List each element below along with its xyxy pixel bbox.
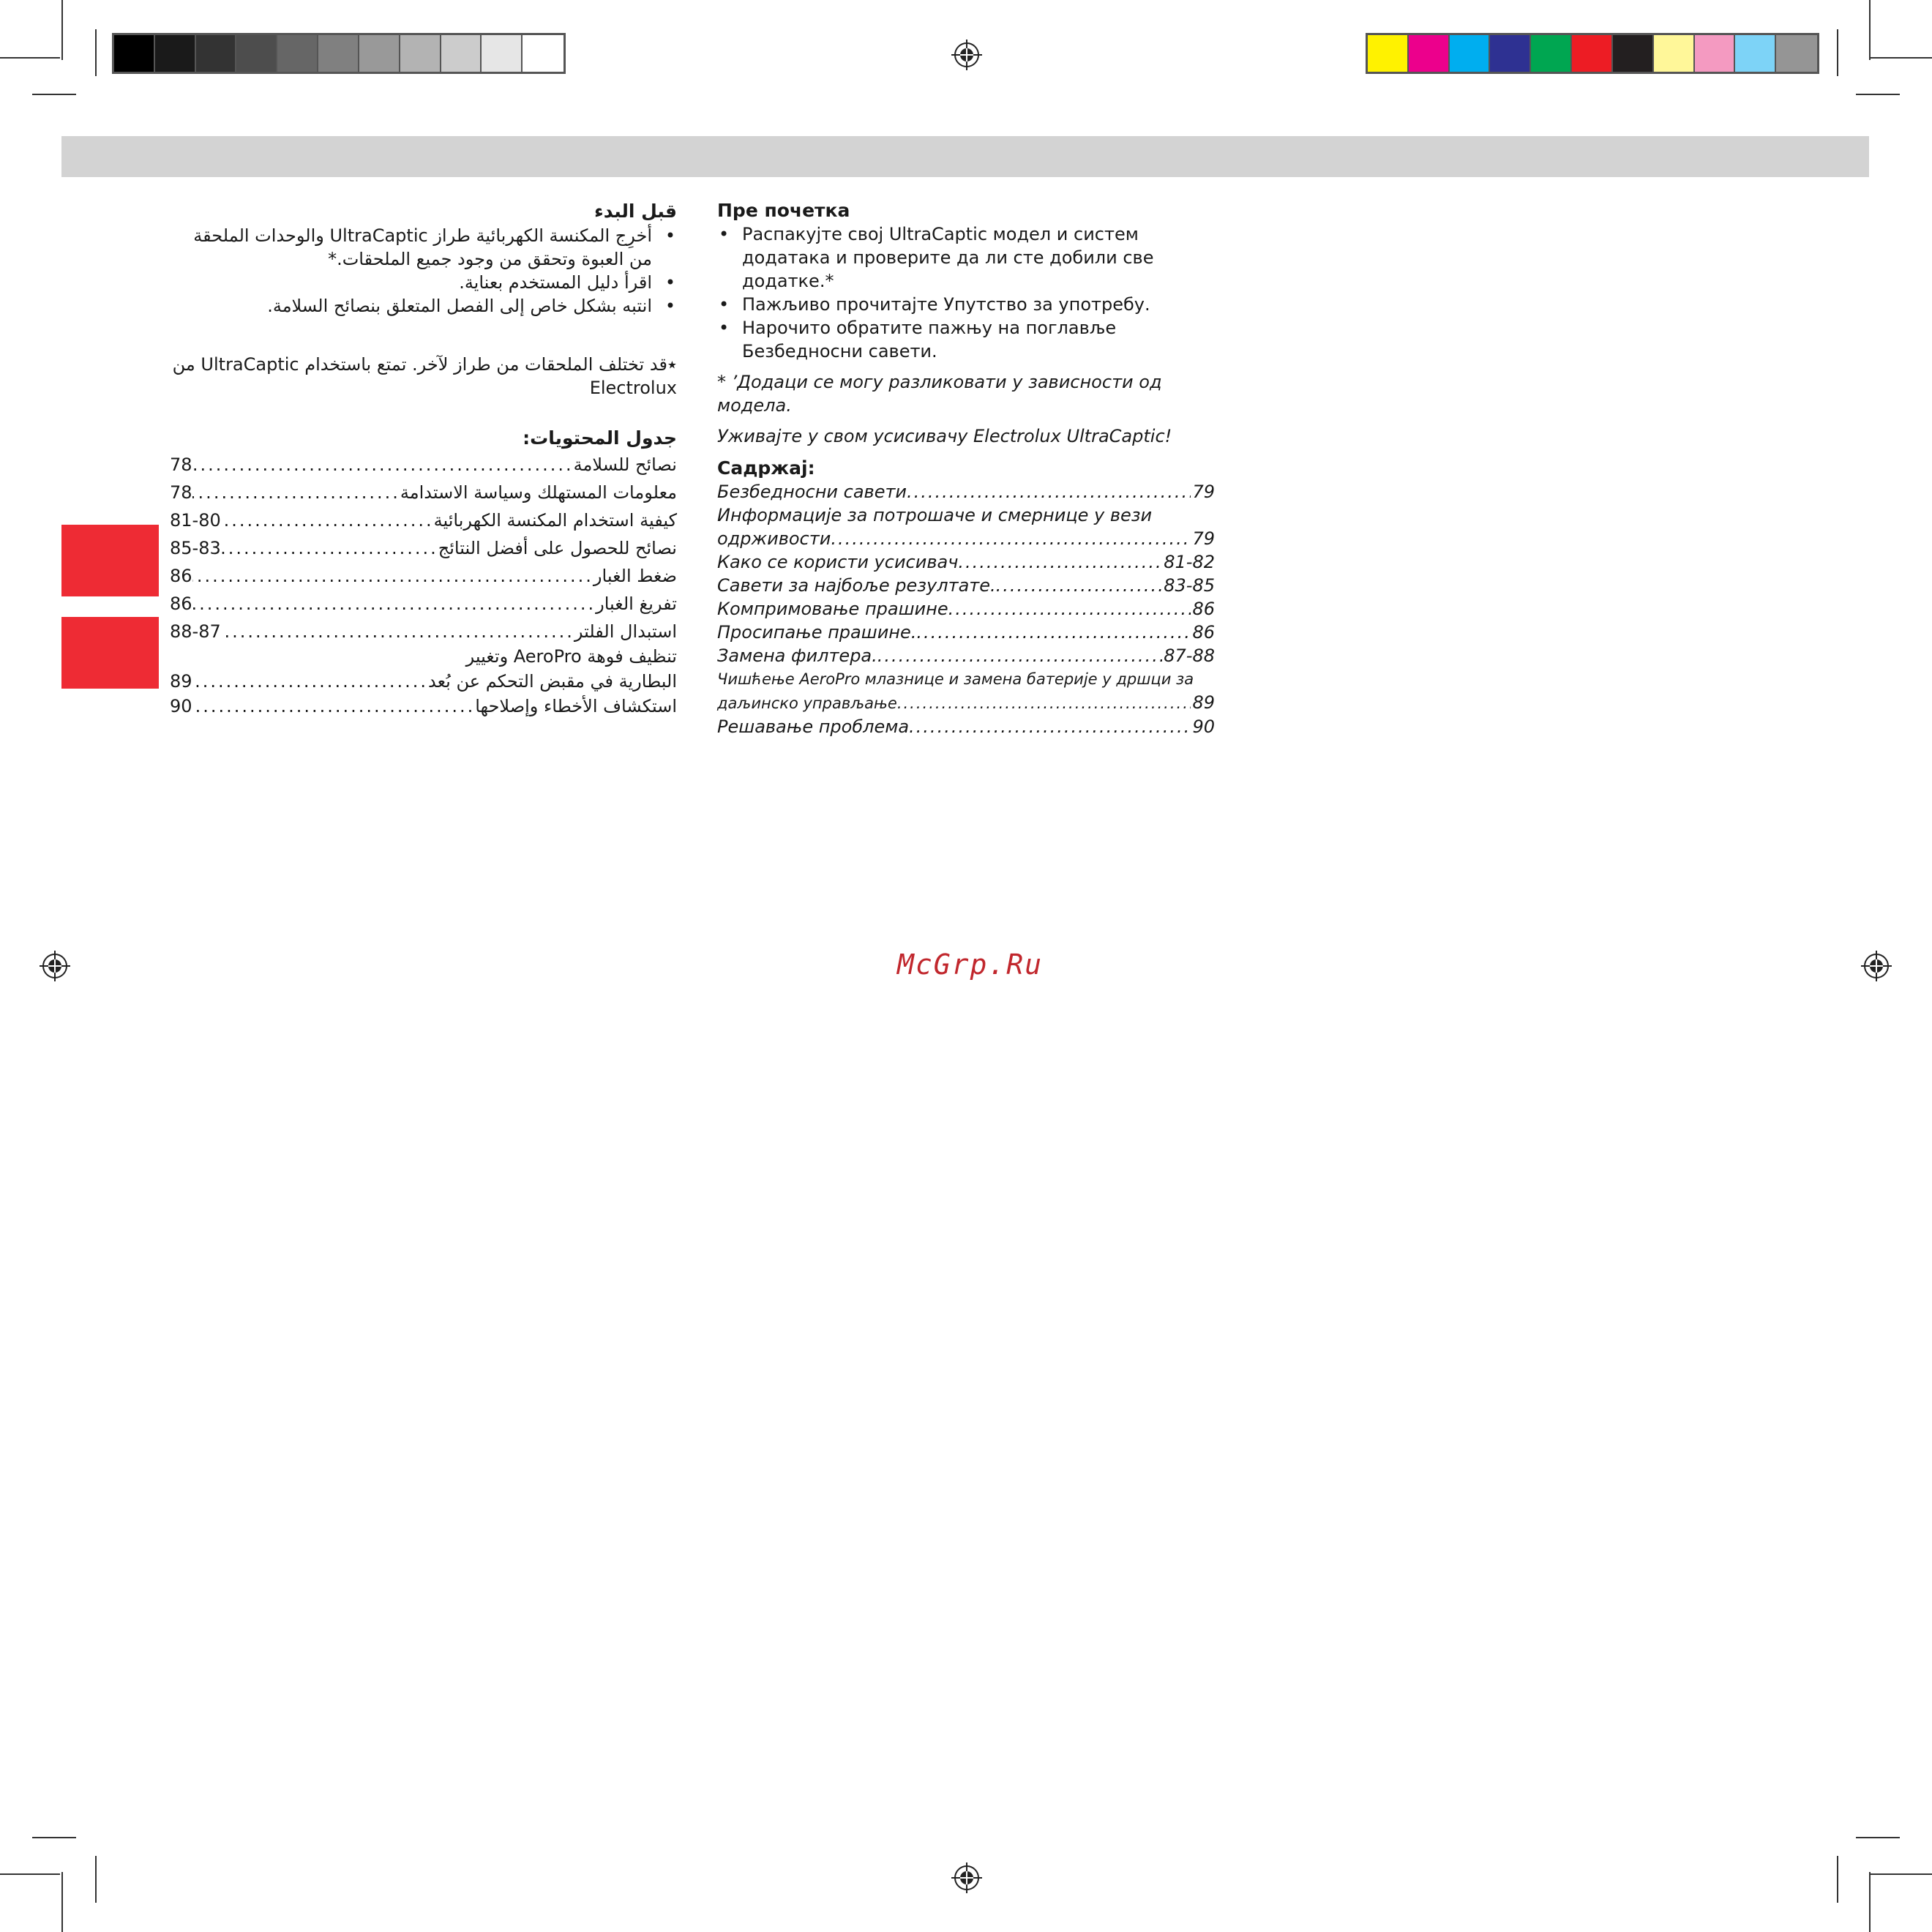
ar-bullet: • انتبه بشكل خاص إلى الفصل المتعلق بنصائح السلامة.: [168, 294, 677, 318]
toc-row: [168, 451, 677, 479]
toc-row: [168, 534, 677, 562]
color-swatch: [1368, 35, 1409, 72]
toc-page: 90: [170, 696, 192, 716]
toc-title: نصائح للسلامة: [573, 454, 677, 475]
crop-mark: [61, 0, 63, 60]
serbian-column: [717, 199, 1215, 738]
toc-page: 88-87: [170, 621, 221, 642]
toc-title: Савети за најбоље резултате.: [717, 575, 996, 596]
toc-page: 86: [1192, 622, 1215, 643]
crop-mark: [1869, 1872, 1871, 1932]
color-swatch: [523, 35, 564, 72]
toc-row: [168, 645, 677, 667]
color-swatch: [318, 35, 359, 72]
toc-row: [168, 618, 677, 645]
toc-row: [717, 503, 1215, 527]
crop-mark: [1871, 57, 1932, 59]
toc-title: استبدال الفلتر: [574, 621, 677, 642]
toc-title: معلومات المستهلك وسياسة الاستدامة: [400, 482, 677, 503]
toc-page: 87-88: [1164, 645, 1215, 666]
color-swatch: [1654, 35, 1695, 72]
ar-toc-heading: جدول المحتويات:: [523, 427, 677, 449]
color-calibration-bar: [1366, 33, 1819, 74]
toc-row: [168, 479, 677, 506]
color-swatch: [1613, 35, 1654, 72]
ar-bullet: • أخرِج المكنسة الكهربائية طراز UltraCaptic والوحدات الملحقة من العبوة وتحقق من وجود جميع الملحقات.*: [168, 224, 677, 271]
toc-title: Решавање проблема: [717, 716, 910, 737]
toc-title: استكشاف الأخطاء وإصلاحها: [475, 696, 677, 716]
toc-title: Просипање прашине.: [717, 622, 917, 643]
toc-title: البطارية في مقبض التحكم عن بُعد: [427, 671, 677, 692]
sr-enjoy-line: Уживајте у свом усисивачу Electrolux UltraCaptic!: [717, 426, 1172, 446]
registration-mark-icon: [40, 951, 70, 981]
toc-row: [717, 574, 1215, 597]
color-swatch: [196, 35, 237, 72]
registration-mark-icon: [1861, 951, 1892, 981]
language-tab-marker: [61, 525, 159, 596]
language-tab-marker: [61, 617, 159, 689]
header-band: [61, 136, 1869, 177]
toc-title: ضغط الغبار: [593, 566, 677, 586]
toc-page: 85-83: [170, 538, 221, 558]
toc-page: 83-85: [1164, 575, 1215, 596]
crop-mark: [32, 1837, 76, 1838]
crop-mark: [1871, 1873, 1932, 1875]
toc-row: [717, 597, 1215, 621]
crop-mark: [95, 29, 97, 76]
ar-heading: قبل البدء: [594, 201, 677, 222]
gray-calibration-bar: [112, 33, 566, 74]
arabic-column: [168, 199, 677, 717]
toc-page: 81-82: [1164, 552, 1215, 572]
sr-heading: Пре почетка: [717, 200, 850, 221]
crop-mark: [1837, 29, 1838, 76]
crop-mark: [1856, 1837, 1900, 1838]
crop-mark: [32, 94, 76, 95]
crop-mark: [1837, 1856, 1838, 1903]
watermark: McGrp.Ru: [897, 948, 1044, 981]
registration-mark-icon: [951, 40, 982, 70]
toc-title: كيفية استخدام المكنسة الكهربائية: [433, 510, 677, 531]
color-swatch: [1776, 35, 1817, 72]
toc-row: [717, 621, 1215, 644]
color-swatch: [236, 35, 277, 72]
toc-row: [168, 562, 677, 590]
toc-page: 81-80: [170, 510, 221, 531]
color-swatch: [1490, 35, 1531, 72]
toc-title: даљинско управљање: [717, 694, 897, 712]
toc-page: 78: [170, 482, 192, 503]
color-swatch: [114, 35, 155, 72]
toc-title: Чишћење AeroPro млазнице и замена батерије у дршци за: [717, 670, 1194, 688]
color-swatch: [482, 35, 523, 72]
ar-table-of-contents: [168, 451, 677, 717]
toc-page: 89: [170, 671, 192, 692]
toc-row: [168, 695, 677, 717]
toc-row: [717, 480, 1215, 503]
sr-bullet-list: [717, 222, 1215, 363]
toc-row: [717, 715, 1215, 738]
toc-title: одрживости: [717, 528, 831, 549]
toc-page: 86: [1192, 599, 1215, 619]
crop-mark: [1856, 94, 1900, 95]
color-swatch: [1409, 35, 1450, 72]
toc-title: نصائح للحصول على أفضل النتائج: [438, 538, 677, 558]
color-swatch: [359, 35, 400, 72]
sr-table-of-contents: [717, 480, 1215, 738]
sr-bullet: • Нарочито обратите пажњу на поглавље Безбедносни савети.: [717, 316, 1215, 363]
crop-mark: [95, 1856, 97, 1903]
color-swatch: [1735, 35, 1776, 72]
color-swatch: [1572, 35, 1613, 72]
toc-title: Информације за потрошаче и смернице у вези: [717, 505, 1153, 525]
ar-bullet: • اقرأ دليل المستخدم بعناية.: [168, 271, 677, 294]
toc-row: [717, 644, 1215, 667]
toc-page: 78: [170, 454, 192, 475]
toc-page: 79: [1192, 528, 1215, 549]
toc-title: Замена филтера.: [717, 645, 877, 666]
toc-title: Безбедносни савети: [717, 482, 907, 502]
toc-row: [717, 527, 1215, 550]
color-swatch: [1450, 35, 1491, 72]
toc-page: 90: [1192, 716, 1215, 737]
crop-mark: [0, 1873, 60, 1875]
color-swatch: [1695, 35, 1736, 72]
toc-row: [717, 667, 1215, 691]
toc-row: [168, 667, 677, 695]
toc-title: Компримовање прашине: [717, 599, 948, 619]
toc-title: Како се користи усисивач: [717, 552, 959, 572]
color-swatch: [277, 35, 318, 72]
sr-accessory-note: * ’Додаци се могу разликовати у зависности од модела.: [717, 372, 1162, 416]
color-swatch: [1531, 35, 1572, 72]
toc-row: [168, 590, 677, 618]
color-swatch: [155, 35, 196, 72]
registration-mark-icon: [951, 1862, 982, 1893]
toc-row: [168, 506, 677, 534]
toc-row: [717, 550, 1215, 574]
sr-bullet: • Распакујте свој UltraCaptic модел и систем додатака и проверите да ли сте добили све додатке.*: [717, 222, 1215, 293]
toc-title: تنظيف فوهة AeroPro وتغيير: [465, 646, 677, 667]
toc-page: 86: [170, 566, 192, 586]
crop-mark: [0, 57, 60, 59]
toc-title: تفريغ الغبار: [596, 594, 677, 614]
color-swatch: [400, 35, 441, 72]
sr-bullet: • Пажљиво прочитајте Упутство за употребу.: [717, 293, 1215, 316]
color-swatch: [441, 35, 482, 72]
toc-page: 79: [1192, 482, 1215, 502]
sr-toc-heading: Садржај:: [717, 457, 815, 479]
toc-page: 86: [170, 594, 192, 614]
ar-bullet-list: [168, 224, 677, 318]
ar-accessory-note: ٭قد تختلف الملحقات من طراز لآخر. تمتع باستخدام UltraCaptic من Electrolux: [172, 354, 677, 398]
toc-page: 89: [1192, 692, 1215, 713]
toc-row: [717, 691, 1215, 715]
crop-mark: [61, 1872, 63, 1932]
crop-mark: [1869, 0, 1871, 60]
